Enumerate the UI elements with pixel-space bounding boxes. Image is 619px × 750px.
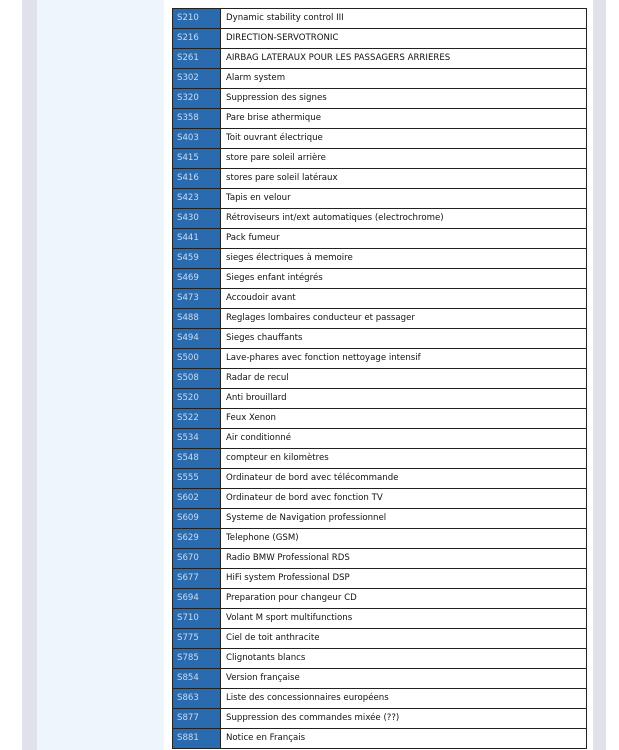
option-code: S677 — [173, 569, 221, 589]
option-label: Suppression des signes — [221, 89, 587, 109]
option-row — [173, 709, 587, 729]
option-row — [173, 649, 587, 669]
option-label: Volant M sport multifunctions — [221, 609, 587, 629]
option-row — [173, 589, 587, 609]
option-label: Pare brise athermique — [221, 109, 587, 129]
option-code: S854 — [173, 669, 221, 689]
option-row — [173, 509, 587, 529]
option-label: Tapis en velour — [221, 189, 587, 209]
option-label: Preparation pour changeur CD — [221, 589, 587, 609]
option-row — [173, 49, 587, 69]
option-code: S459 — [173, 249, 221, 269]
option-row — [173, 469, 587, 489]
option-label: Alarm system — [221, 69, 587, 89]
option-row — [173, 349, 587, 369]
option-label: compteur en kilomètres — [221, 449, 587, 469]
option-row — [173, 129, 587, 149]
option-row — [173, 389, 587, 409]
option-code: S403 — [173, 129, 221, 149]
option-row — [173, 149, 587, 169]
option-label: Suppression des commandes mixée (??) — [221, 709, 587, 729]
option-label: Toit ouvrant électrique — [221, 129, 587, 149]
option-row — [173, 549, 587, 569]
option-code: S694 — [173, 589, 221, 609]
option-row — [173, 109, 587, 129]
option-row — [173, 569, 587, 589]
option-row — [173, 729, 587, 749]
option-label: Anti brouillard — [221, 389, 587, 409]
option-code: S508 — [173, 369, 221, 389]
option-row — [173, 689, 587, 709]
option-label: Dynamic stability control III — [221, 9, 587, 29]
option-label: Radio BMW Professional RDS — [221, 549, 587, 569]
option-code: S416 — [173, 169, 221, 189]
option-label: Accoudoir avant — [221, 289, 587, 309]
option-code: S710 — [173, 609, 221, 629]
option-label: Sieges chauffants — [221, 329, 587, 349]
option-code: S500 — [173, 349, 221, 369]
option-label: Pack fumeur — [221, 229, 587, 249]
option-row — [173, 489, 587, 509]
option-code: S430 — [173, 209, 221, 229]
option-label: Air conditionné — [221, 429, 587, 449]
option-code: S534 — [173, 429, 221, 449]
option-label: Sieges enfant intégrés — [221, 269, 587, 289]
option-label: Version française — [221, 669, 587, 689]
option-code: S488 — [173, 309, 221, 329]
option-label: Feux Xenon — [221, 409, 587, 429]
option-code: S358 — [173, 109, 221, 129]
options-table-body — [173, 9, 587, 749]
option-label: HiFi system Professional DSP — [221, 569, 587, 589]
option-row — [173, 629, 587, 649]
option-label: stores pare soleil latéraux — [221, 169, 587, 189]
option-code: S520 — [173, 389, 221, 409]
option-code: S881 — [173, 729, 221, 749]
option-row — [173, 449, 587, 469]
option-code: S320 — [173, 89, 221, 109]
option-row — [173, 9, 587, 29]
option-label: Liste des concessionnaires européens — [221, 689, 587, 709]
option-label: sieges électriques à memoire — [221, 249, 587, 269]
option-row — [173, 29, 587, 49]
option-row — [173, 289, 587, 309]
option-label: Systeme de Navigation professionnel — [221, 509, 587, 529]
option-code: S473 — [173, 289, 221, 309]
option-row — [173, 329, 587, 349]
option-label: Rétroviseurs int/ext automatiques (electrochrome) — [221, 209, 587, 229]
option-code: S609 — [173, 509, 221, 529]
options-table — [172, 8, 587, 749]
option-label: store pare soleil arrière — [221, 149, 587, 169]
option-row — [173, 169, 587, 189]
option-code: S441 — [173, 229, 221, 249]
option-label: Ordinateur de bord avec fonction TV — [221, 489, 587, 509]
option-row — [173, 669, 587, 689]
option-code: S302 — [173, 69, 221, 89]
option-label: Lave-phares avec fonction nettoyage intensif — [221, 349, 587, 369]
option-code: S555 — [173, 469, 221, 489]
option-code: S522 — [173, 409, 221, 429]
option-code: S629 — [173, 529, 221, 549]
option-label: Telephone (GSM) — [221, 529, 587, 549]
option-row — [173, 429, 587, 449]
option-row — [173, 249, 587, 269]
option-code: S216 — [173, 29, 221, 49]
option-row — [173, 229, 587, 249]
left-sidebar-column — [37, 0, 164, 750]
option-row — [173, 369, 587, 389]
option-code: S775 — [173, 629, 221, 649]
option-code: S494 — [173, 329, 221, 349]
option-code: S602 — [173, 489, 221, 509]
option-code: S877 — [173, 709, 221, 729]
option-code: S670 — [173, 549, 221, 569]
option-label: Radar de recul — [221, 369, 587, 389]
option-label: AIRBAG LATERAUX POUR LES PASSAGERS ARRIERES — [221, 49, 587, 69]
option-code: S548 — [173, 449, 221, 469]
option-code: S210 — [173, 9, 221, 29]
option-label: Reglages lombaires conducteur et passager — [221, 309, 587, 329]
option-row — [173, 409, 587, 429]
option-row — [173, 609, 587, 629]
option-code: S415 — [173, 149, 221, 169]
option-row — [173, 529, 587, 549]
option-label: Clignotants blancs — [221, 649, 587, 669]
option-code: S423 — [173, 189, 221, 209]
option-row — [173, 209, 587, 229]
option-label: Ordinateur de bord avec télécommande — [221, 469, 587, 489]
option-code: S785 — [173, 649, 221, 669]
option-code: S863 — [173, 689, 221, 709]
option-label: Notice en Français — [221, 729, 587, 749]
option-code: S261 — [173, 49, 221, 69]
option-label: DIRECTION-SERVOTRONIC — [221, 29, 587, 49]
option-label: Ciel de toit anthracite — [221, 629, 587, 649]
option-row — [173, 69, 587, 89]
option-row — [173, 189, 587, 209]
option-code: S469 — [173, 269, 221, 289]
option-row — [173, 269, 587, 289]
option-row — [173, 89, 587, 109]
option-row — [173, 309, 587, 329]
